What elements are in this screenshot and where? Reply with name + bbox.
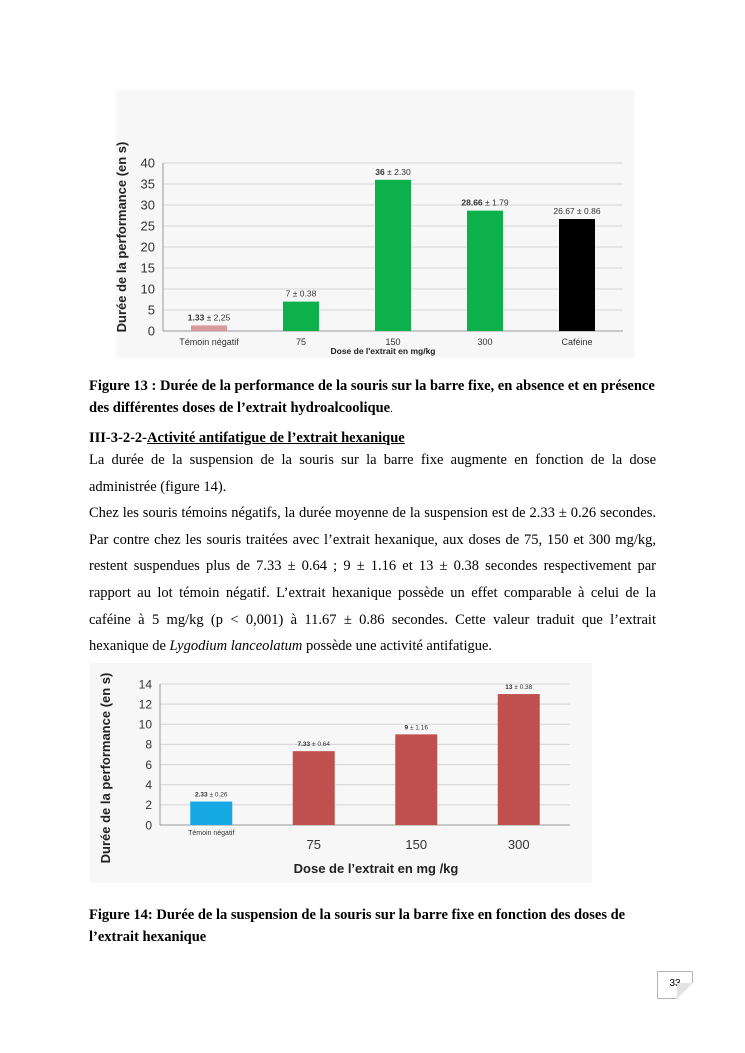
y-tick-label: 0 [147,323,155,339]
x-tick-label: Témoin négatif [179,337,239,347]
paragraph-2 [89,500,656,660]
y-tick-label: 15 [140,260,155,276]
y-tick-label: 2 [145,798,152,813]
data-label [188,312,231,322]
page-number: 33 [657,971,693,999]
bar [191,325,227,331]
bar [498,694,540,825]
bar [283,302,319,331]
x-tick-label: 75 [306,837,321,852]
data-label [298,741,331,748]
data-label-error: ± 1.16 [409,724,428,732]
figure-13 [116,90,634,358]
y-tick-label: 8 [145,737,152,752]
data-label-error: ± 0.38 [514,684,533,692]
y-tick-label: 10 [140,281,155,297]
data-label-value: 13 [505,684,515,692]
bar [467,211,503,331]
figure-14-bar-chart [90,663,592,883]
caption-text: Figure 13 : Durée de la performance de la souris sur la barre fixe, en absence et en présence des différentes doses de l’extrait hydroalcoolique [89,378,655,416]
data-label-value: 9 [404,724,410,732]
species-name: Lygodium lanceolatum [169,638,303,655]
data-label-error: ± 2,25 [206,312,231,323]
x-tick-label: Caféine [561,337,593,347]
x-tick-label: 150 [385,337,401,347]
y-tick-label: 12 [138,697,152,712]
figure-13-bar-chart [116,90,634,358]
y-tick-label: 30 [140,197,155,213]
data-label-error: ± 1.79 [485,197,509,208]
data-label [461,198,508,208]
x-axis-label: Dose de l'extrait en mg/kg [330,346,436,356]
data-label-value: 7.33 [297,741,312,749]
x-tick-label: Témoin négatif [188,830,235,837]
y-tick-label: 20 [140,239,155,255]
x-tick-label: 75 [295,337,307,347]
bar [293,751,335,825]
bar [190,802,232,825]
bar [375,180,411,331]
data-label-value: 1.33 [187,312,207,323]
data-label-error: ± 0.26 [209,791,228,799]
paragraph-2-end: possède une activité antifatigue. [302,638,493,655]
data-label [505,684,532,691]
data-label [195,792,228,799]
bar [395,734,437,825]
body-text [89,447,656,660]
bar [559,219,595,331]
data-label [553,206,600,216]
data-label [405,724,429,731]
y-tick-label: 14 [138,677,152,692]
data-label-value: 2.33 [195,791,210,799]
x-axis-label: Dose de l’extrait en mg /kg [293,861,459,876]
section-heading [89,430,405,447]
data-label-value: 28.66 [461,197,486,208]
y-tick-label: 35 [140,176,155,192]
data-label-value: 36 [375,166,388,177]
y-tick-label: 25 [140,218,155,234]
paragraph-1: La durée de la suspension de la souris sur la barre fixe augmente en fonction de la dose administrée (figure 14). [89,452,656,495]
data-label-error: 26.67 ± 0.86 [553,205,601,216]
figure-14-caption: Figure 14: Durée de la suspension de la souris sur la barre fixe en fonction des doses de l’extrait hexanique [89,907,626,945]
y-tick-label: 5 [147,302,155,318]
paragraph-2-text: Chez les souris témoins négatifs, la durée moyenne de la suspension est de 2.33 ± 0.26 secondes. Par contre chez les souris traitées avec l’extrait hexanique, aux doses de 75, 150 et 300 mg/kg, restent suspendues plus de 7.33 ± 0.64 ; 9 ± 1.16 et 13 ± 0.38 secondes respectivement par rapport au lot témoin négatif. L’extrait hexanique possède un effet comparable à celui de la caféine à 5 mg/kg (p < 0,001) à 11.67 ± 0.86 secondes. Cette valeur traduit que l’extrait hexanique de [89,505,656,655]
figure-13-caption [89,375,659,420]
y-tick-label: 4 [145,778,152,793]
x-tick-label: 300 [507,837,530,852]
data-label-error: ± 0.64 [311,741,330,749]
data-label [375,167,411,177]
y-tick-label: 40 [140,155,155,171]
caption-end: . [390,403,393,415]
y-tick-label: 0 [145,818,152,833]
y-axis-label: Durée de la performance (en s) [98,672,113,864]
x-tick-label: 300 [477,337,493,347]
data-label [286,289,317,299]
y-axis-label: Durée de la performance (en s) [114,141,129,333]
figure-14 [90,663,592,883]
data-label-error: 7 ± 0.38 [285,288,317,299]
y-tick-label: 6 [145,757,152,772]
y-tick-label: 10 [138,717,152,732]
x-tick-label: 150 [405,837,428,852]
section-number: III-3-2-2- [89,430,147,446]
data-label-error: ± 2.30 [387,166,411,177]
section-title: Activité antifatigue de l’extrait hexanique [147,430,405,446]
